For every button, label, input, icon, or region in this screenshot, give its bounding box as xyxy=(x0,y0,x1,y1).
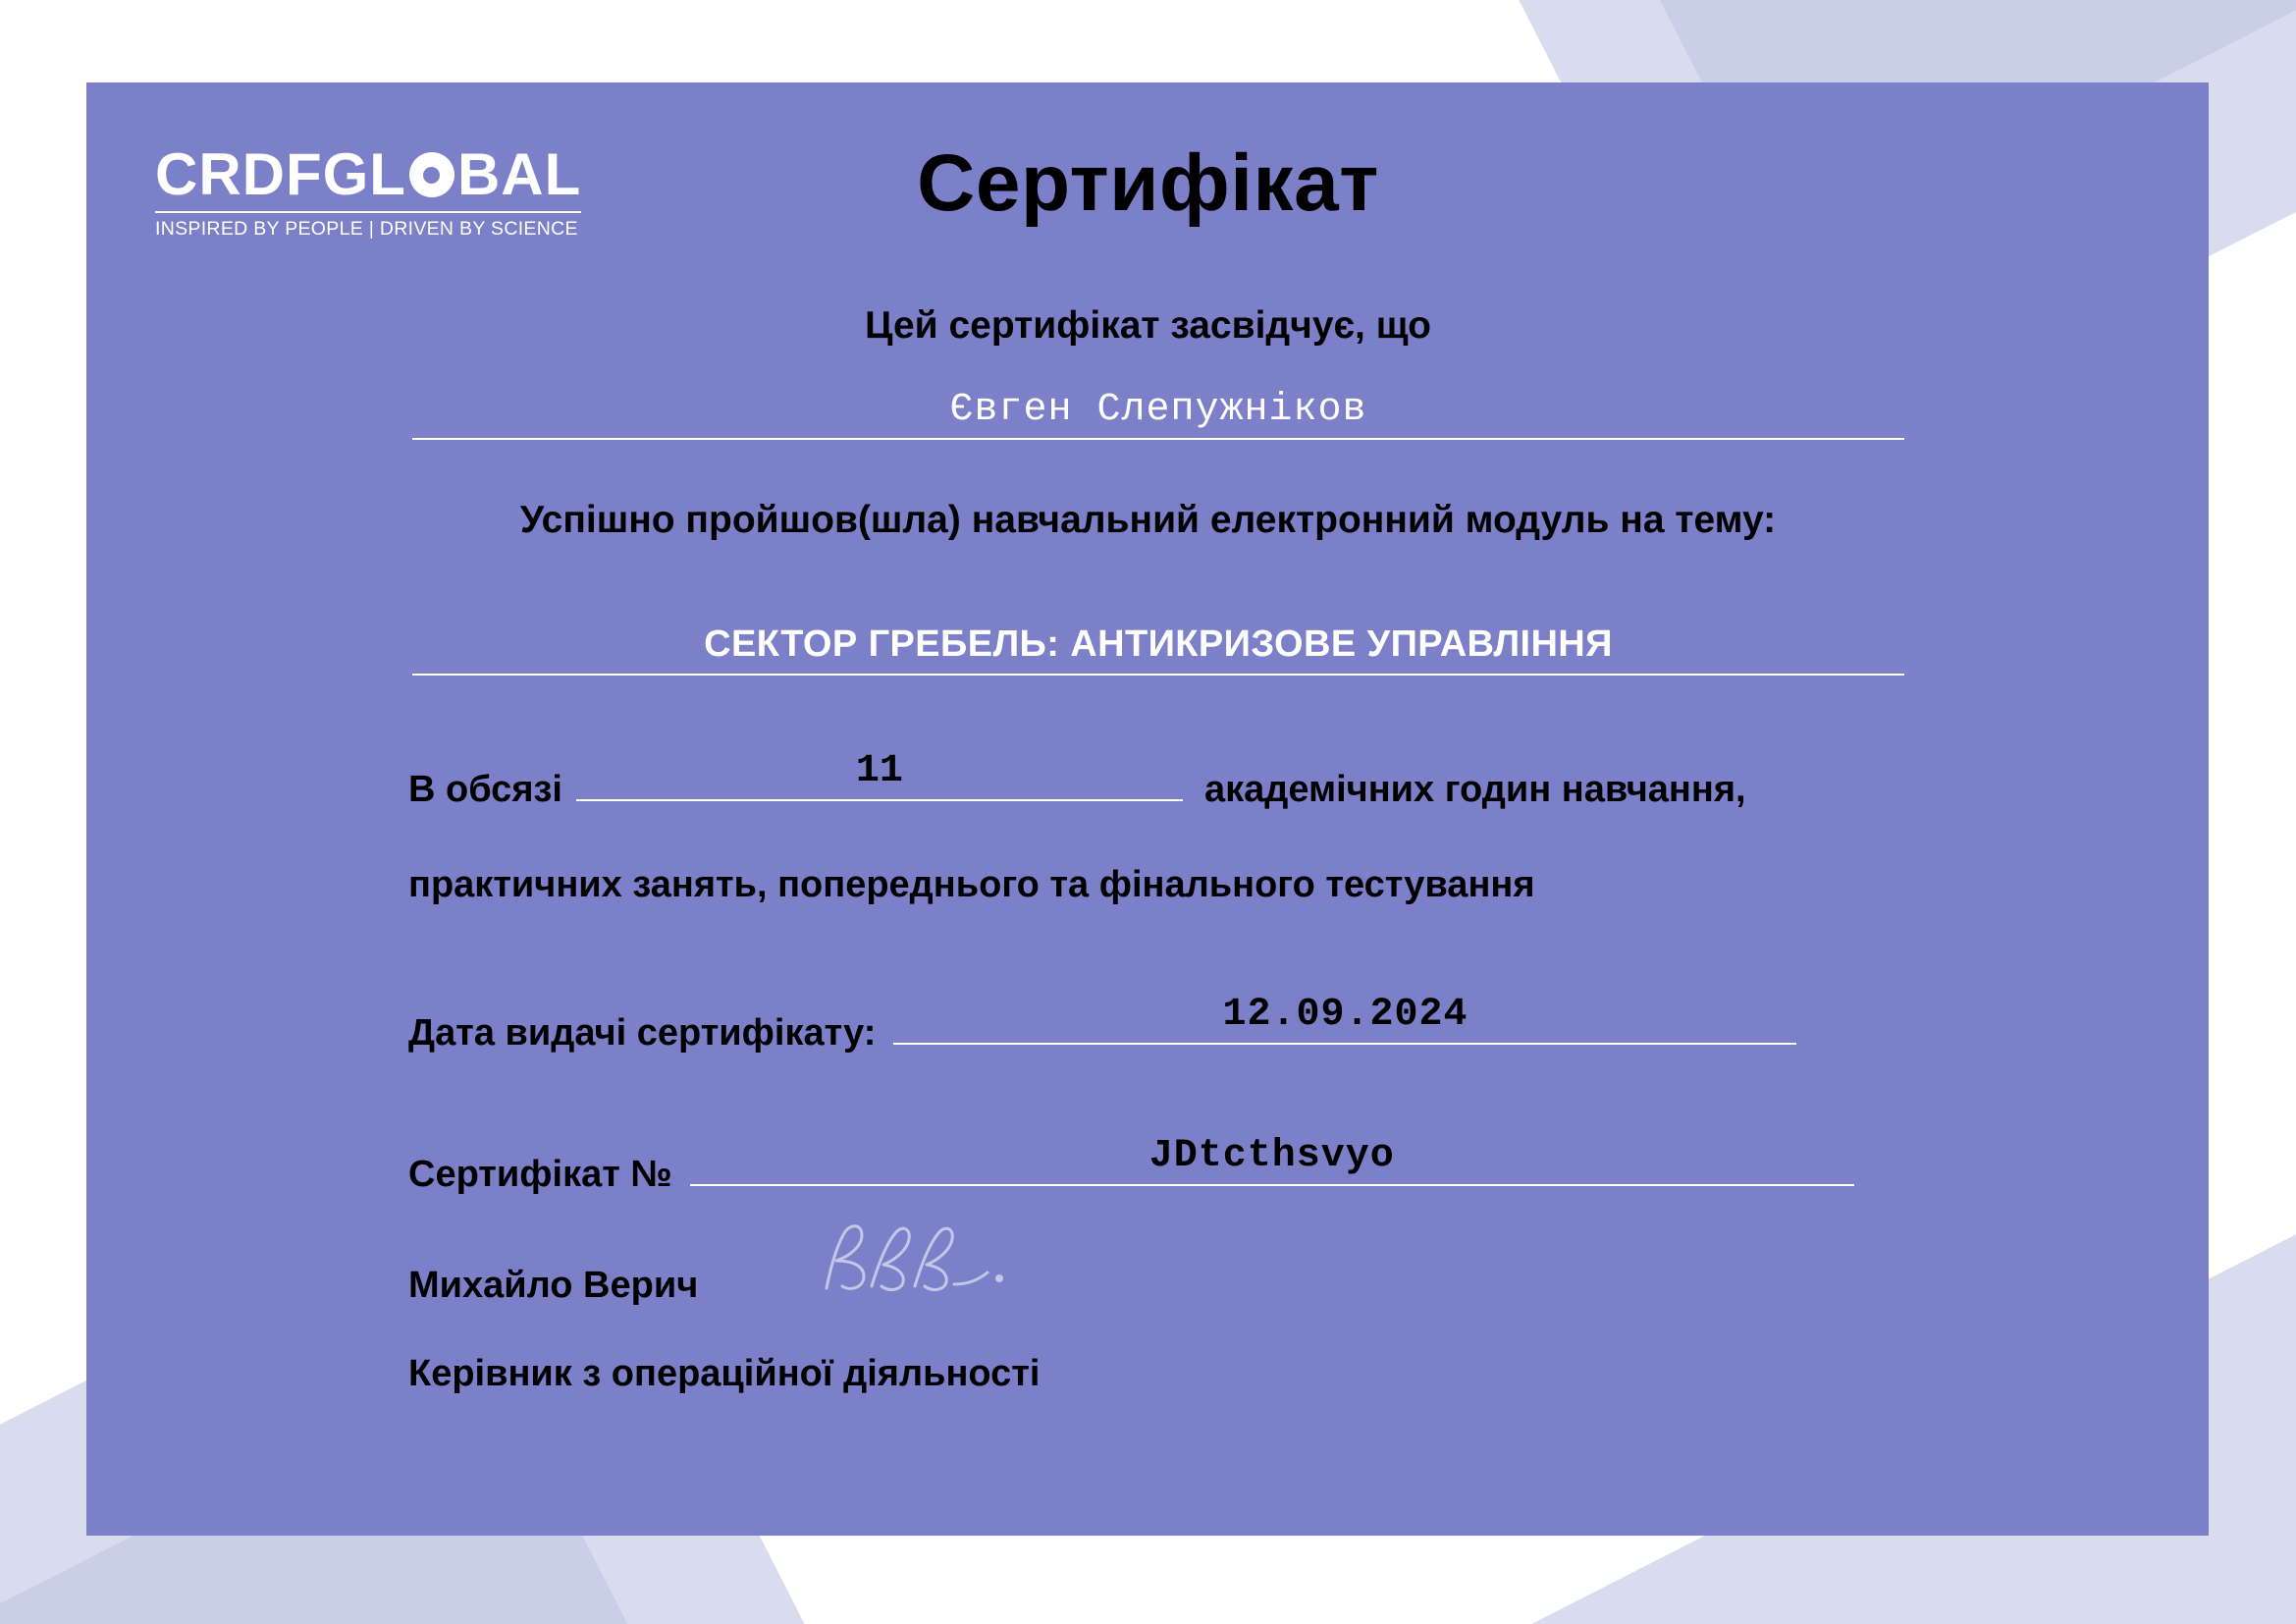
hours-label: В обсязі xyxy=(408,769,562,810)
signer-name: Михайло Верич xyxy=(408,1265,699,1306)
signature-icon xyxy=(813,1218,1019,1306)
hours-row xyxy=(408,746,1746,811)
signer-role: Керівник з операційної діяльності xyxy=(408,1353,1041,1394)
module-title-field xyxy=(412,589,1904,676)
module-intro-text: Успішно пройшов(шла) навчальний електронний модуль на тему: xyxy=(519,499,1777,541)
issue-date-field xyxy=(893,990,1796,1045)
logo-text-second: BAL xyxy=(456,141,582,207)
hours-field xyxy=(576,746,1183,801)
hours-suffix: академічних годин навчання, xyxy=(1203,769,1746,810)
practice-line: практичних занять, попереднього та фінального тестування xyxy=(408,864,1535,905)
recipient-name-field xyxy=(412,373,1904,440)
recipient-name-value: Євген Слепужніков xyxy=(949,388,1367,432)
certificate-subtitle: Цей сертифікат засвідчує, що xyxy=(865,304,1431,347)
certificate-number-label: Сертифікат № xyxy=(408,1154,672,1195)
certificate-number-value: JDtcthsvyo xyxy=(1148,1134,1395,1178)
issue-date-row xyxy=(408,990,1796,1055)
module-title-value: СЕКТОР ГРЕБЕЛЬ: АНТИКРИЗОВЕ УПРАВЛІННЯ xyxy=(704,623,1613,665)
logo-tagline: INSPIRED BY PEOPLE | DRIVEN BY SCIENCE xyxy=(155,218,578,240)
logo-text-first: CRDFGL xyxy=(155,141,406,207)
issue-date-value: 12.09.2024 xyxy=(1222,993,1468,1037)
issue-date-label: Дата видачі сертифікату: xyxy=(408,1012,877,1054)
certificate-number-field xyxy=(690,1131,1854,1186)
certificate-number-row xyxy=(408,1131,1854,1196)
hours-value: 11 xyxy=(855,749,903,793)
page-title: Сертифікат xyxy=(917,138,1379,228)
